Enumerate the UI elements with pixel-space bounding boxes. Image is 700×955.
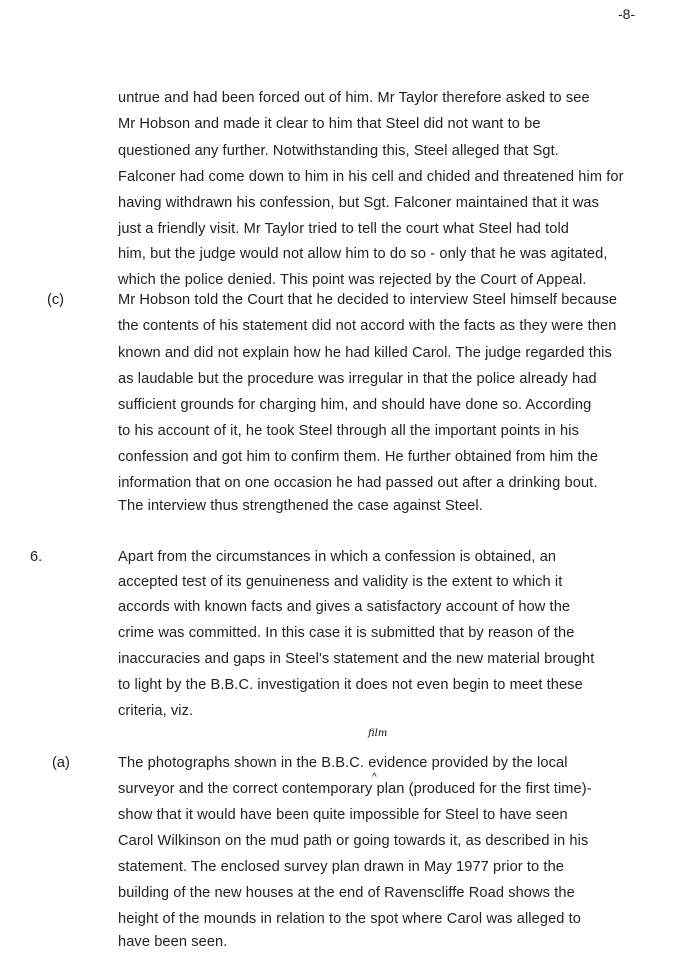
- text-line: height of the mounds in relation to the spot where Carol was alleged to: [118, 911, 582, 927]
- text-line: crime was committed. In this case it is submitted that by reason of the: [118, 625, 575, 641]
- text-line: which the police denied. This point was rejected by the Court of Appeal.: [118, 272, 587, 288]
- text-line: sufficient grounds for charging him, and should have done so. According: [118, 397, 592, 413]
- handwritten-insertion: film: [368, 728, 388, 739]
- text-line: to light by the B.B.C. investigation it does not even begin to meet these: [118, 677, 583, 693]
- text-line: Mr Hobson told the Court that he decided to interview Steel himself because: [118, 292, 618, 308]
- text-line: having withdrawn his confession, but Sgt. Falconer maintained that it was: [118, 195, 600, 211]
- text-line: confession and got him to confirm them. He further obtained from him the: [118, 449, 599, 465]
- text-line: show that it would have been quite impossible for Steel to have seen: [118, 807, 568, 823]
- text-line: inaccuracies and gaps in Steel's statement and the new material brought: [118, 651, 595, 667]
- page-number: -8-: [618, 6, 636, 22]
- text-line: as laudable but the procedure was irregular in that the police already had: [118, 371, 597, 387]
- text-line: information that on one occasion he had passed out after a drinking bout.: [118, 475, 598, 491]
- text-line: The interview thus strengthened the case against Steel.: [118, 498, 483, 514]
- text-line: Falconer had come down to him in his cell and chided and threatened him for: [118, 169, 624, 185]
- text-line: Carol Wilkinson on the mud path or going towards it, as described in his: [118, 833, 589, 849]
- text-line: the contents of his statement did not accord with the facts as they were then: [118, 318, 617, 334]
- text-line: have been seen.: [118, 934, 228, 950]
- text-line: to his account of it, he took Steel through all the important points in his: [118, 423, 579, 439]
- text-line: accords with known facts and gives a satisfactory account of how the: [118, 599, 571, 615]
- paragraph-label: (a): [52, 755, 70, 771]
- paragraph-label: 6.: [30, 549, 43, 565]
- text-line: statement. The enclosed survey plan drawn in May 1977 prior to the: [118, 859, 565, 875]
- text-line: Mr Hobson and made it clear to him that Steel did not want to be: [118, 116, 541, 132]
- paragraph-label: (c): [47, 292, 65, 308]
- text-line: criteria, viz.: [118, 703, 194, 719]
- text-line: questioned any further. Notwithstanding this, Steel alleged that Sgt.: [118, 143, 559, 159]
- text-line: just a friendly visit. Mr Taylor tried to tell the court what Steel had told: [118, 221, 570, 237]
- insertion-caret: ^: [372, 772, 377, 783]
- text-line: building of the new houses at the end of Ravenscliffe Road shows the: [118, 885, 575, 901]
- text-line: him, but the judge would not allow him to do so - only that he was agitated,: [118, 246, 608, 262]
- text-line: surveyor and the correct contemporary plan (produced for the first time)-: [118, 781, 592, 797]
- text-line: untrue and had been forced out of him. Mr Taylor therefore asked to see: [118, 90, 590, 106]
- text-line: The photographs shown in the B.B.C. evidence provided by the local: [118, 755, 568, 771]
- text-line: accepted test of its genuineness and validity is the extent to which it: [118, 574, 563, 590]
- text-line: known and did not explain how he had killed Carol. The judge regarded this: [118, 345, 612, 361]
- text-line: Apart from the circumstances in which a confession is obtained, an: [118, 549, 557, 565]
